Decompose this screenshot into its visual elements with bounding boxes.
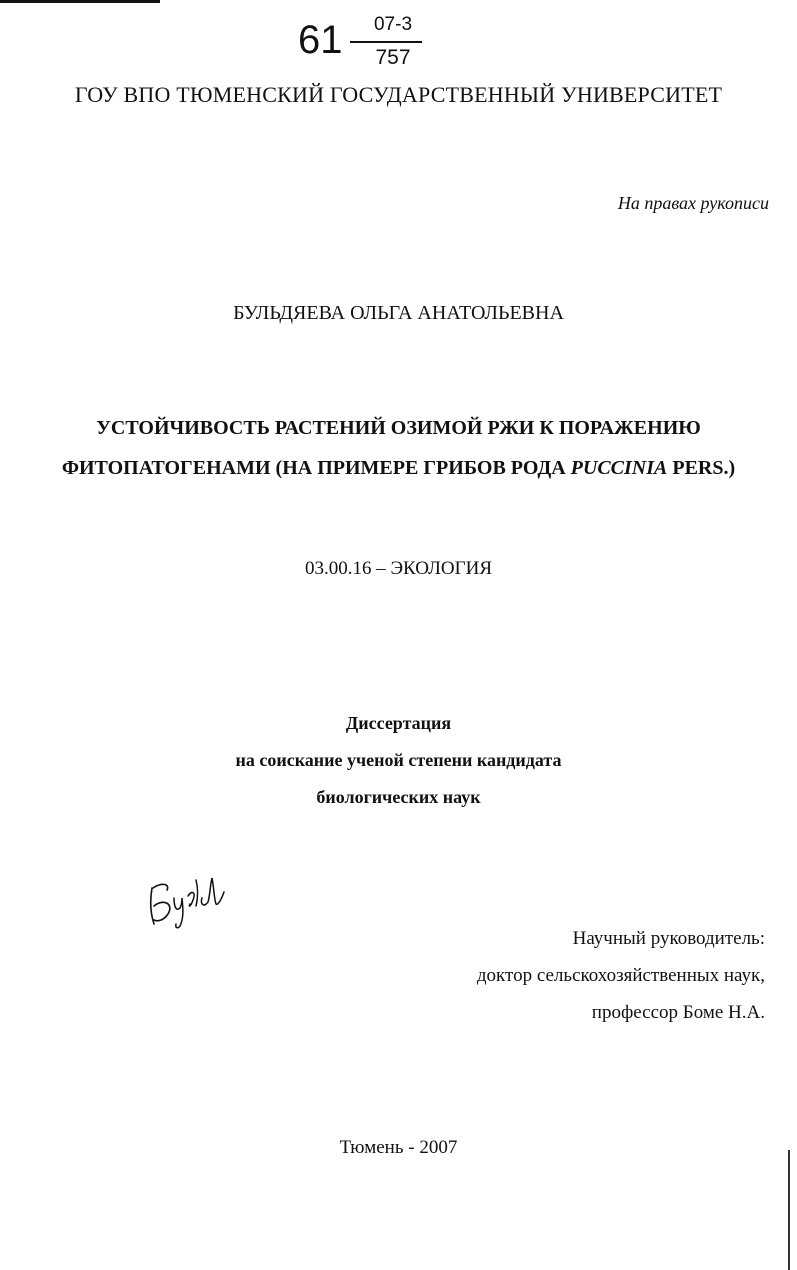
handwritten-signature <box>140 868 230 930</box>
stamp-bottom-code: 757 <box>375 46 411 69</box>
title-line-2 <box>0 448 797 488</box>
title-genus: PUCCINIA <box>570 457 668 479</box>
scan-edge-mark <box>0 0 160 3</box>
dissertation-label: Диссертация <box>345 713 452 733</box>
speciality-code: 03.00.16 – ЭКОЛОГИЯ <box>304 558 492 579</box>
dissertation-block <box>0 705 797 816</box>
dissertation-field: биологических наук <box>316 787 481 807</box>
stamp-number: 61 <box>298 18 343 62</box>
advisor-label: Научный руководитель: <box>572 928 765 949</box>
title-line-2-suffix: PERS.) <box>667 457 736 479</box>
university-name: ГОУ ВПО ТЮМЕНСКИЙ ГОСУДАРСТВЕННЫЙ УНИВЕРСИТЕТ <box>74 82 723 107</box>
advisor-degree: доктор сельскохозяйственных наук, <box>476 965 765 986</box>
dissertation-degree: на соискание ученой степени кандидата <box>235 750 562 770</box>
author-name: БУЛЬДЯЕВА ОЛЬГА АНАТОЛЬЕВНА <box>233 302 564 324</box>
title-line-1: УСТОЙЧИВОСТЬ РАСТЕНИЙ ОЗИМОЙ РЖИ К ПОРАЖЕНИЮ <box>96 417 701 439</box>
scientific-advisor <box>477 920 765 1031</box>
library-stamp <box>298 12 438 74</box>
city-year: Тюмень - 2007 <box>339 1137 458 1158</box>
title-line-2-prefix: ФИТОПАТОГЕНАМИ (НА ПРИМЕРЕ ГРИБОВ РОДА <box>61 457 571 479</box>
stamp-fraction-line <box>350 41 422 43</box>
thesis-title <box>0 408 797 488</box>
manuscript-note: На правах рукописи <box>617 193 769 213</box>
scan-right-edge <box>788 1150 790 1270</box>
stamp-top-code: 07-3 <box>373 14 413 35</box>
advisor-name: профессор Боме Н.А. <box>591 1002 765 1023</box>
